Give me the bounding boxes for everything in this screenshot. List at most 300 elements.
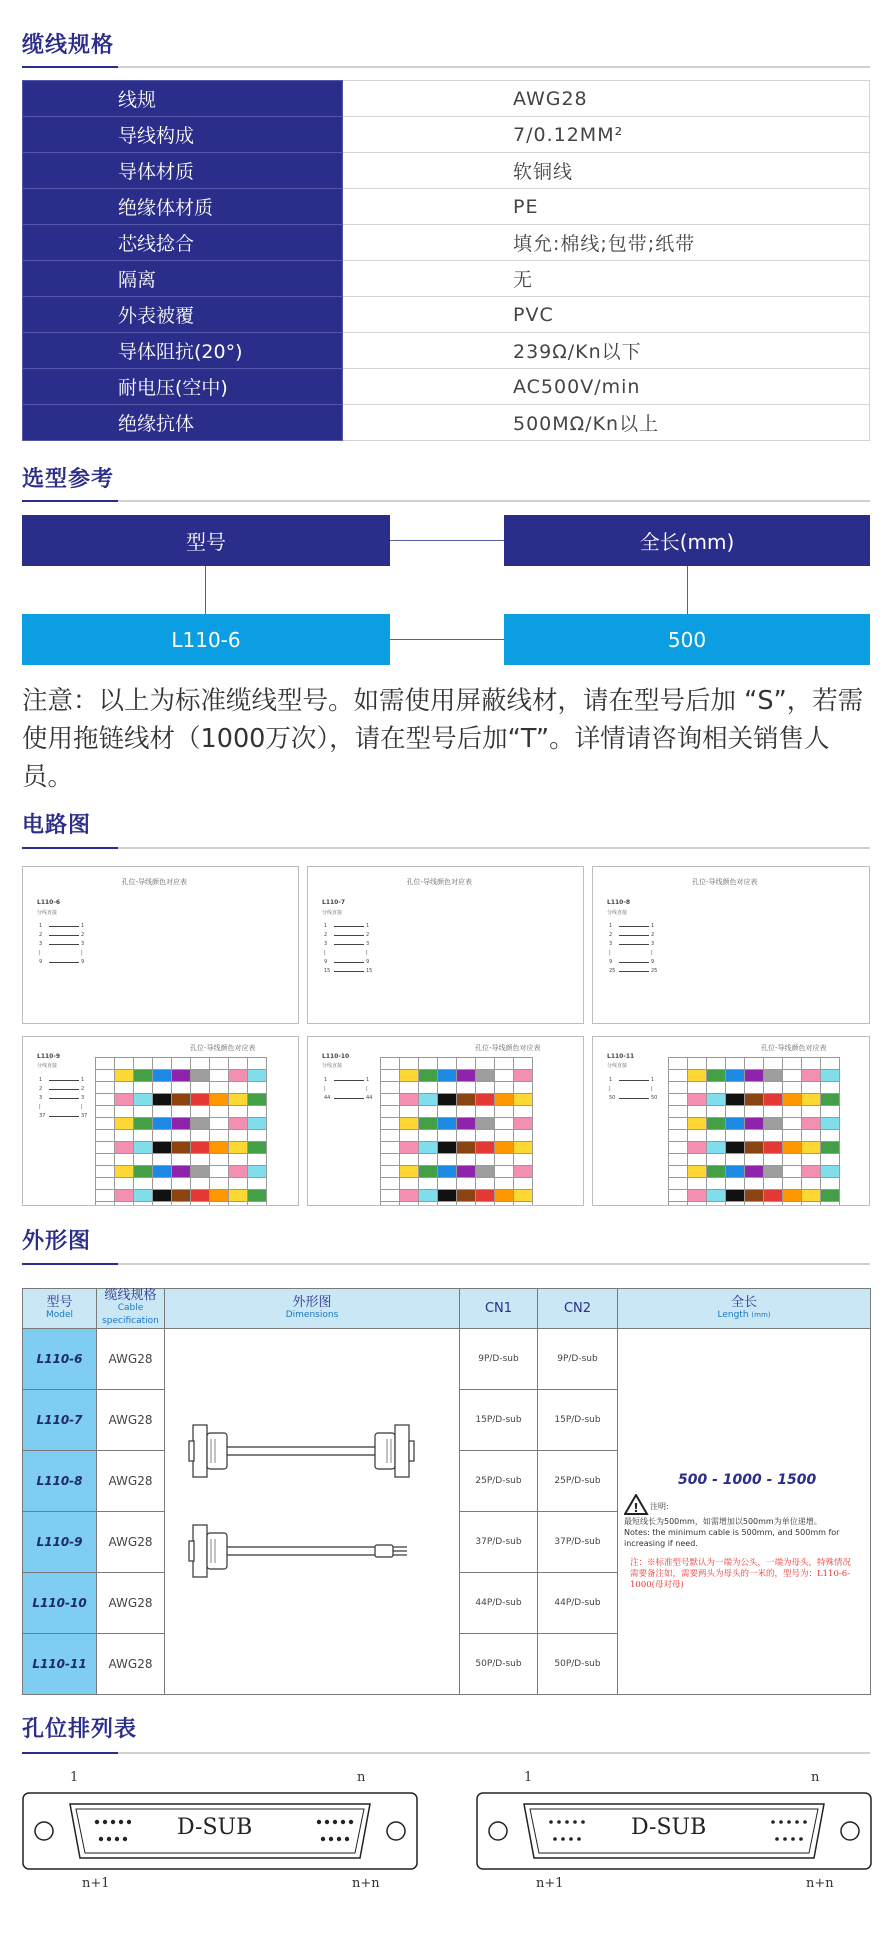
color-cell (726, 1118, 745, 1130)
color-cell (707, 1130, 726, 1142)
pin-number-right: 3 (366, 941, 370, 947)
color-cell (745, 1070, 764, 1082)
pin-number-left: 3 (39, 1095, 43, 1101)
color-cell (210, 1070, 229, 1082)
pin-number-right: 25 (651, 968, 658, 974)
color-cell (457, 1178, 476, 1190)
color-cell (745, 1106, 764, 1118)
color-cell (400, 1190, 419, 1202)
color-cell (495, 1106, 514, 1118)
color-cell (438, 1130, 457, 1142)
color-cell (438, 1154, 457, 1166)
color-cell (115, 1058, 134, 1070)
color-cell (802, 1082, 821, 1094)
spec-key: 绝缘抗体 (23, 405, 343, 441)
color-cell (115, 1142, 134, 1154)
color-cell (115, 1154, 134, 1166)
circuit-wire (619, 926, 649, 927)
color-cell (514, 1070, 533, 1082)
spec-value: PE (343, 189, 870, 225)
pin-number-right: 15 (366, 968, 373, 974)
color-cell (514, 1118, 533, 1130)
connector-line-bottom (390, 639, 504, 640)
color-cell (726, 1166, 745, 1178)
color-cell (669, 1130, 688, 1142)
color-cell (707, 1106, 726, 1118)
color-cell (381, 1082, 400, 1094)
color-cell (134, 1166, 153, 1178)
color-cell (172, 1178, 191, 1190)
pin-number-right: 9 (366, 959, 370, 965)
header-model: 型号 Model (23, 1289, 97, 1329)
color-cell (153, 1070, 172, 1082)
color-cell (96, 1094, 115, 1106)
color-cell (210, 1154, 229, 1166)
color-cell (457, 1130, 476, 1142)
color-cell (96, 1130, 115, 1142)
pin-section-divider (22, 1752, 870, 1754)
color-cell (419, 1130, 438, 1142)
color-cell (476, 1202, 495, 1206)
color-cell (438, 1094, 457, 1106)
color-cell (210, 1178, 229, 1190)
svg-text:!: ! (633, 1501, 639, 1515)
color-cell (821, 1166, 840, 1178)
color-cell (115, 1094, 134, 1106)
circuit-diagram (592, 1036, 870, 1206)
pin-number-left: 9 (609, 959, 613, 965)
circuit-wire (49, 1116, 79, 1117)
dimension-section-divider (22, 1263, 870, 1265)
color-cell (688, 1118, 707, 1130)
pin-number-right: | (651, 950, 653, 956)
color-cell (229, 1154, 248, 1166)
circuit-diagram-label: L110-6 (37, 899, 61, 906)
spec-value: PVC (343, 297, 870, 333)
dim-cn2-cell: 25P/D-sub (538, 1451, 618, 1512)
circuit-wire (334, 971, 364, 972)
color-cell (248, 1070, 267, 1082)
color-cell (153, 1154, 172, 1166)
color-cell (783, 1178, 802, 1190)
pin-number-right: 1 (81, 923, 85, 929)
color-cell (669, 1106, 688, 1118)
pin-number-right: 2 (651, 932, 655, 938)
color-cell (96, 1106, 115, 1118)
color-cell (172, 1130, 191, 1142)
color-cell (745, 1166, 764, 1178)
color-cell (802, 1166, 821, 1178)
color-cell (802, 1070, 821, 1082)
color-cell (764, 1142, 783, 1154)
spec-key: 导体阻抗(20°) (23, 333, 343, 369)
color-cell (457, 1154, 476, 1166)
color-cell (707, 1166, 726, 1178)
color-cell (514, 1166, 533, 1178)
pin-number-left: 9 (39, 959, 43, 965)
color-cell (495, 1082, 514, 1094)
color-cell (495, 1154, 514, 1166)
pin-number-left: 1 (609, 1077, 613, 1083)
color-cell (726, 1094, 745, 1106)
color-cell (134, 1142, 153, 1154)
color-cell (495, 1130, 514, 1142)
connector-line-top (390, 540, 504, 541)
circuit-diagram-label: L110-9 (37, 1053, 61, 1060)
color-cell (191, 1118, 210, 1130)
pin-number-left: 3 (324, 941, 328, 947)
dim-model-cell: L110-11 (23, 1634, 97, 1695)
color-cell (400, 1166, 419, 1178)
color-cell (96, 1058, 115, 1070)
color-cell (115, 1082, 134, 1094)
pin-number-left: 1 (324, 1077, 328, 1083)
header-length: 全长 Length (mm) (618, 1289, 871, 1329)
color-cell (115, 1166, 134, 1178)
circuit-wire (334, 1080, 364, 1081)
color-cell (476, 1070, 495, 1082)
color-cell (707, 1094, 726, 1106)
circuit-diagram-title: 孔位-导线颜色对应表 (121, 878, 188, 886)
color-cell (438, 1142, 457, 1154)
color-cell (381, 1130, 400, 1142)
color-cell (457, 1190, 476, 1202)
color-cell (726, 1082, 745, 1094)
color-cell (688, 1082, 707, 1094)
color-cell (802, 1202, 821, 1206)
dim-cn1-cell: 9P/D-sub (460, 1329, 538, 1390)
pin-number-left: 3 (609, 941, 613, 947)
pin-number-right: 1 (651, 923, 655, 929)
color-cell (783, 1070, 802, 1082)
pin-number-left: 1 (39, 923, 43, 929)
color-cell (191, 1106, 210, 1118)
warning-text-en: Notes: the minimum cable is 500mm, and 500mm for increasing if need. (624, 1528, 840, 1548)
spec-section-title: 缆线规格 (22, 33, 115, 58)
connector-line-left (205, 566, 206, 614)
color-cell (419, 1094, 438, 1106)
color-cell (457, 1118, 476, 1130)
spec-value: 填允:棉线;包带;纸带 (343, 225, 870, 261)
color-cell (745, 1154, 764, 1166)
circuit-section-accent (22, 847, 118, 849)
warning-text (624, 1516, 864, 1549)
pin-number-left: 2 (324, 932, 328, 938)
color-cell (726, 1190, 745, 1202)
color-cell (745, 1190, 764, 1202)
pin-number-right: 37 (81, 1113, 88, 1119)
color-cell (134, 1154, 153, 1166)
color-cell (172, 1142, 191, 1154)
color-cell (419, 1082, 438, 1094)
color-cell (457, 1094, 476, 1106)
color-cell (172, 1154, 191, 1166)
model-default-note: 注：※标准型号默认为一端为公头，一端为母头，特殊情况需要备注如，需要两头为母头的一米的，型号为：L110-6-1000(母对母) (630, 1558, 852, 1590)
circuit-wire (49, 944, 79, 945)
selection-section-title: 选型参考 (22, 467, 115, 492)
color-cell (172, 1118, 191, 1130)
color-cell (210, 1106, 229, 1118)
spec-row (23, 189, 870, 225)
color-cell (210, 1094, 229, 1106)
color-cell (96, 1082, 115, 1094)
color-cell (821, 1190, 840, 1202)
color-cell (248, 1118, 267, 1130)
color-cell (802, 1058, 821, 1070)
spec-row (23, 225, 870, 261)
color-cell (419, 1142, 438, 1154)
color-cell (821, 1202, 840, 1206)
circuit-wire (49, 926, 79, 927)
color-cell (134, 1202, 153, 1206)
color-cell (688, 1202, 707, 1206)
spec-key: 线规 (23, 81, 343, 117)
spec-row (23, 297, 870, 333)
color-cell (210, 1190, 229, 1202)
color-cell (457, 1142, 476, 1154)
selection-section-accent (22, 500, 118, 502)
color-cell (381, 1070, 400, 1082)
color-cell (400, 1106, 419, 1118)
color-cell (495, 1118, 514, 1130)
model-value-box: L110-6 (22, 614, 390, 665)
color-cell (96, 1154, 115, 1166)
color-mapping-grid (95, 1057, 267, 1206)
color-cell (802, 1094, 821, 1106)
color-cell (707, 1082, 726, 1094)
color-cell (229, 1070, 248, 1082)
circuit-section-divider (22, 847, 870, 849)
color-cell (96, 1202, 115, 1206)
color-cell (419, 1070, 438, 1082)
spec-value: 7/0.12MM² (343, 117, 870, 153)
color-cell (783, 1142, 802, 1154)
spec-value: 500MΩ/Kn以上 (343, 405, 870, 441)
color-cell (419, 1190, 438, 1202)
color-cell (688, 1166, 707, 1178)
color-cell (476, 1118, 495, 1130)
circuit-diagram-label: L110-11 (607, 1053, 635, 1060)
color-cell (381, 1166, 400, 1178)
pin-number-right: | (366, 1086, 368, 1092)
pin-number-right: 44 (366, 1095, 373, 1101)
circuit-wire (619, 1098, 649, 1099)
color-mapping-grid (380, 1057, 533, 1206)
color-cell (419, 1118, 438, 1130)
color-cell (457, 1202, 476, 1206)
color-cell (495, 1166, 514, 1178)
color-cell (115, 1178, 134, 1190)
color-cell (172, 1070, 191, 1082)
circuit-diagram-subtitle: 分线直接 (37, 910, 58, 916)
color-cell (248, 1190, 267, 1202)
color-cell (726, 1142, 745, 1154)
pin-number-right: 2 (81, 932, 85, 938)
color-cell (115, 1106, 134, 1118)
color-cell (172, 1106, 191, 1118)
color-cell (400, 1202, 419, 1206)
color-cell (688, 1154, 707, 1166)
spec-key: 隔离 (23, 261, 343, 297)
color-cell (745, 1142, 764, 1154)
color-cell (248, 1106, 267, 1118)
dimension-section-accent (22, 1263, 118, 1265)
color-cell (229, 1202, 248, 1206)
color-cell (783, 1106, 802, 1118)
color-cell (707, 1202, 726, 1206)
color-cell (134, 1130, 153, 1142)
pin-number-left: 9 (324, 959, 328, 965)
selection-section-divider (22, 500, 870, 502)
color-cell (134, 1094, 153, 1106)
color-cell (457, 1106, 476, 1118)
color-cell (745, 1130, 764, 1142)
color-cell (210, 1118, 229, 1130)
color-cell (688, 1106, 707, 1118)
dimension-section-title: 外形图 (22, 1229, 92, 1254)
dim-cn1-cell: 44P/D-sub (460, 1573, 538, 1634)
color-cell (419, 1106, 438, 1118)
color-cell (783, 1094, 802, 1106)
length-options: 500 - 1000 - 1500 (678, 1472, 817, 1488)
circuit-wire (334, 962, 364, 963)
color-cell (783, 1202, 802, 1206)
selection-note: 注意：以上为标准缆线型号。如需使用屏蔽线材，请在型号后加 “S”，若需使用拖链线材（1000万次），请在型号后加“T”。详情请咨询相关销售人员。 (22, 686, 864, 792)
pin-number-left: 2 (609, 932, 613, 938)
color-cell (229, 1190, 248, 1202)
color-cell (248, 1166, 267, 1178)
spec-key: 导线构成 (23, 117, 343, 153)
color-cell (688, 1178, 707, 1190)
color-cell (476, 1130, 495, 1142)
connector-line-right (687, 566, 688, 614)
pin-number-right: 1 (81, 1077, 85, 1083)
circuit-wire (334, 944, 364, 945)
dim-cn1-cell: 25P/D-sub (460, 1451, 538, 1512)
color-cell (153, 1130, 172, 1142)
color-cell (191, 1190, 210, 1202)
color-cell (495, 1058, 514, 1070)
pin-number-right: | (651, 1086, 653, 1092)
circuit-wire (334, 935, 364, 936)
color-cell (134, 1082, 153, 1094)
color-cell (669, 1166, 688, 1178)
color-cell (821, 1130, 840, 1142)
spec-value: 软铜线 (343, 153, 870, 189)
dim-cn2-cell: 15P/D-sub (538, 1390, 618, 1451)
warning-text-cn: 最短线长为500mm，如需增加以500mm为单位递增。 (624, 1517, 822, 1526)
circuit-wire (619, 1080, 649, 1081)
spec-key: 导体材质 (23, 153, 343, 189)
color-cell (688, 1190, 707, 1202)
color-cell (821, 1178, 840, 1190)
dsub-label: D-SUB (631, 1815, 707, 1840)
color-cell (802, 1178, 821, 1190)
color-cell (172, 1058, 191, 1070)
circuit-wire (49, 1089, 79, 1090)
spec-section-divider (22, 66, 870, 68)
color-cell (96, 1178, 115, 1190)
color-cell (248, 1058, 267, 1070)
circuit-diagram-title: 孔位-导线颜色对应表 (406, 878, 473, 886)
pin-number-right: 9 (651, 959, 655, 965)
pin-last-label: n (357, 1770, 366, 1785)
pin-section-accent (22, 1752, 118, 1754)
color-cell (707, 1058, 726, 1070)
color-cell (381, 1106, 400, 1118)
color-cell (400, 1154, 419, 1166)
circuit-wire (619, 962, 649, 963)
color-cell (821, 1094, 840, 1106)
color-cell (476, 1142, 495, 1154)
color-cell (172, 1190, 191, 1202)
color-cell (438, 1118, 457, 1130)
color-cell (669, 1190, 688, 1202)
color-cell (248, 1142, 267, 1154)
color-cell (514, 1106, 533, 1118)
color-cell (457, 1166, 476, 1178)
color-cell (381, 1190, 400, 1202)
color-cell (495, 1142, 514, 1154)
spec-value: 239Ω/Kn以下 (343, 333, 870, 369)
color-cell (229, 1130, 248, 1142)
color-cell (783, 1190, 802, 1202)
pin-last-label: n (811, 1770, 820, 1785)
color-cell (438, 1058, 457, 1070)
color-cell (764, 1106, 783, 1118)
circuit-diagram-label: L110-8 (607, 899, 631, 906)
color-cell (745, 1202, 764, 1206)
pin-number-right: 1 (366, 923, 370, 929)
color-cell (248, 1154, 267, 1166)
pin-number-left: 15 (324, 968, 331, 974)
color-cell (707, 1070, 726, 1082)
color-cell (821, 1058, 840, 1070)
color-cell (669, 1178, 688, 1190)
color-cell (821, 1070, 840, 1082)
color-cell (495, 1070, 514, 1082)
color-cell (514, 1154, 533, 1166)
color-cell (476, 1106, 495, 1118)
color-cell (745, 1118, 764, 1130)
circuit-diagram-label: L110-7 (322, 899, 346, 906)
spec-row (23, 117, 870, 153)
circuit-wire (49, 962, 79, 963)
color-cell (688, 1130, 707, 1142)
color-cell (248, 1094, 267, 1106)
color-cell (438, 1106, 457, 1118)
dim-cn2-cell: 50P/D-sub (538, 1634, 618, 1695)
color-cell (783, 1118, 802, 1130)
color-cell (134, 1058, 153, 1070)
color-cell (400, 1142, 419, 1154)
pin-first-label: 1 (524, 1770, 533, 1785)
color-cell (764, 1070, 783, 1082)
color-cell (438, 1070, 457, 1082)
color-cell (191, 1130, 210, 1142)
color-cell (210, 1130, 229, 1142)
color-cell (764, 1094, 783, 1106)
circuit-diagram (22, 866, 299, 1024)
color-cell (438, 1202, 457, 1206)
dim-cn1-cell: 15P/D-sub (460, 1390, 538, 1451)
pin-number-right: | (81, 950, 83, 956)
circuit-diagram (307, 1036, 584, 1206)
color-cell (514, 1058, 533, 1070)
spec-key: 耐电压(空中) (23, 369, 343, 405)
dim-model-cell: L110-6 (23, 1329, 97, 1390)
color-cell (172, 1202, 191, 1206)
